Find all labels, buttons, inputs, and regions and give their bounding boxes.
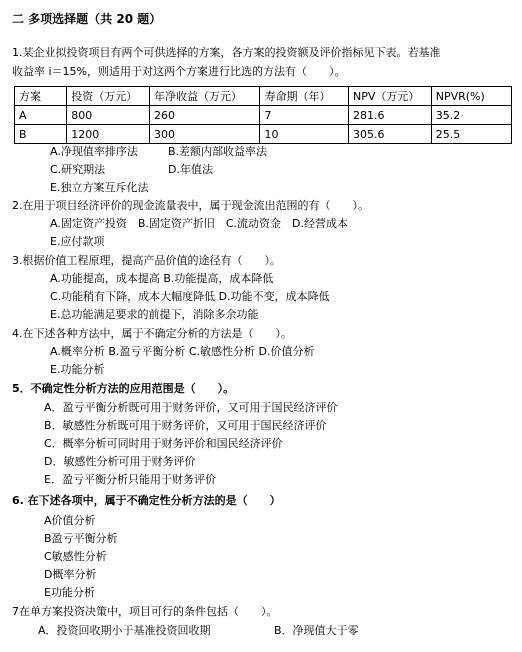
q3-option-ab: A.功能提高，成本提高 B.功能提高，成本降低 xyxy=(50,272,274,285)
q5-option-b: B．敏感性分析既可用于财务评价，又可用于国民经济评价 xyxy=(44,419,327,432)
table-header-row xyxy=(15,87,512,106)
q7-option-a: A．投资回收期小于基准投资回收期 xyxy=(38,624,211,637)
q3-option-e: E.总功能满足要求的前提下，消除多余功能 xyxy=(50,308,259,321)
q6-stem: 6. 在下述各项中，属于不确定性分析方法的是（ ） xyxy=(12,494,281,507)
table-cell: 281.6 xyxy=(349,106,432,125)
table-cell: 300 xyxy=(149,125,260,144)
q5-stem: 5．不确定性分析方法的应用范围是（ ）。 xyxy=(12,382,235,395)
q5-option-d: D．敏感性分析可用于财务评价 xyxy=(44,455,196,468)
q1-stem-line1: 1.某企业拟投资项目有两个可供选择的方案，各方案的投资额及评价指标见下表。若基准 xyxy=(12,46,441,59)
q6-option-c: C敏感性分析 xyxy=(44,550,107,563)
q1-option-d: D.年值法 xyxy=(168,163,213,176)
q5-option-c: C．概率分析可同时用于财务评价和国民经济评价 xyxy=(44,437,283,450)
table-cell: A xyxy=(15,106,67,125)
q1-option-e: E.独立方案互斥化法 xyxy=(50,181,149,194)
q7-option-b: B．净现值大于零 xyxy=(274,624,359,637)
q2-stem: 2.在用于项目经济评价的现金流量表中，属于现金流出范围的有（ ）。 xyxy=(12,199,369,212)
q7-stem: 7在单方案投资决策中，项目可行的条件包括（ ）。 xyxy=(12,605,278,618)
table-header: 年净收益（万元） xyxy=(149,87,260,106)
q3-option-cd: C.功能稍有下降，成本大幅度降低 D.功能不变，成本降低 xyxy=(50,290,330,303)
q1-option-b: B.差额内部收益率法 xyxy=(168,145,268,158)
q6-option-a: A价值分析 xyxy=(44,514,96,527)
q2-options-line2: E.应付款项 xyxy=(50,235,105,248)
q6-option-d: D概率分析 xyxy=(44,568,97,581)
table-cell: 800 xyxy=(67,106,150,125)
table-cell: B xyxy=(15,125,67,144)
q6-option-b: B盈亏平衡分析 xyxy=(44,532,118,545)
table-header: NPVR(%) xyxy=(431,87,511,106)
investment-table xyxy=(14,86,512,144)
table-cell: 305.6 xyxy=(349,125,432,144)
table-row xyxy=(15,125,512,144)
q6-option-e: E功能分析 xyxy=(44,586,95,599)
q3-stem: 3.根据价值工程原理，提高产品价值的途径有（ ）。 xyxy=(12,254,281,267)
table-header: 寿命期（年） xyxy=(260,87,349,106)
table-cell: 35.2 xyxy=(431,106,511,125)
table-cell: 1200 xyxy=(67,125,150,144)
table-cell: 7 xyxy=(260,106,349,125)
table-header: 投资（万元） xyxy=(67,87,150,106)
q2-options-line1: A.固定资产投资 B.固定资产折旧 C.流动资金 D.经营成本 xyxy=(50,217,349,230)
section-title: 二 多项选择题（共 20 题） xyxy=(12,12,162,26)
table-cell: 260 xyxy=(149,106,260,125)
q5-option-e: E．盈亏平衡分析只能用于财务评价 xyxy=(44,473,216,486)
q4-options-line1: A.概率分析 B.盈亏平衡分析 C.敏感性分析 D.价值分析 xyxy=(50,345,315,358)
q1-option-a: A.净现值率排序法 xyxy=(50,145,138,158)
table-cell: 10 xyxy=(260,125,349,144)
table-header: NPV（万元） xyxy=(349,87,432,106)
q5-option-a: A．盈亏平衡分析既可用于财务评价，又可用于国民经济评价 xyxy=(44,401,338,414)
table-row xyxy=(15,106,512,125)
q4-stem: 4.在下述各种方法中，属于不确定分析的方法是（ ）。 xyxy=(12,327,292,340)
q4-options-line2: E.功能分析 xyxy=(50,363,105,376)
table-cell: 25.5 xyxy=(431,125,511,144)
q1-option-c: C.研究期法 xyxy=(50,163,106,176)
q1-stem-line2: 收益率 i＝15%，则适用于对这两个方案进行比选的方法有（ ）。 xyxy=(12,65,346,78)
table-header: 方案 xyxy=(15,87,67,106)
